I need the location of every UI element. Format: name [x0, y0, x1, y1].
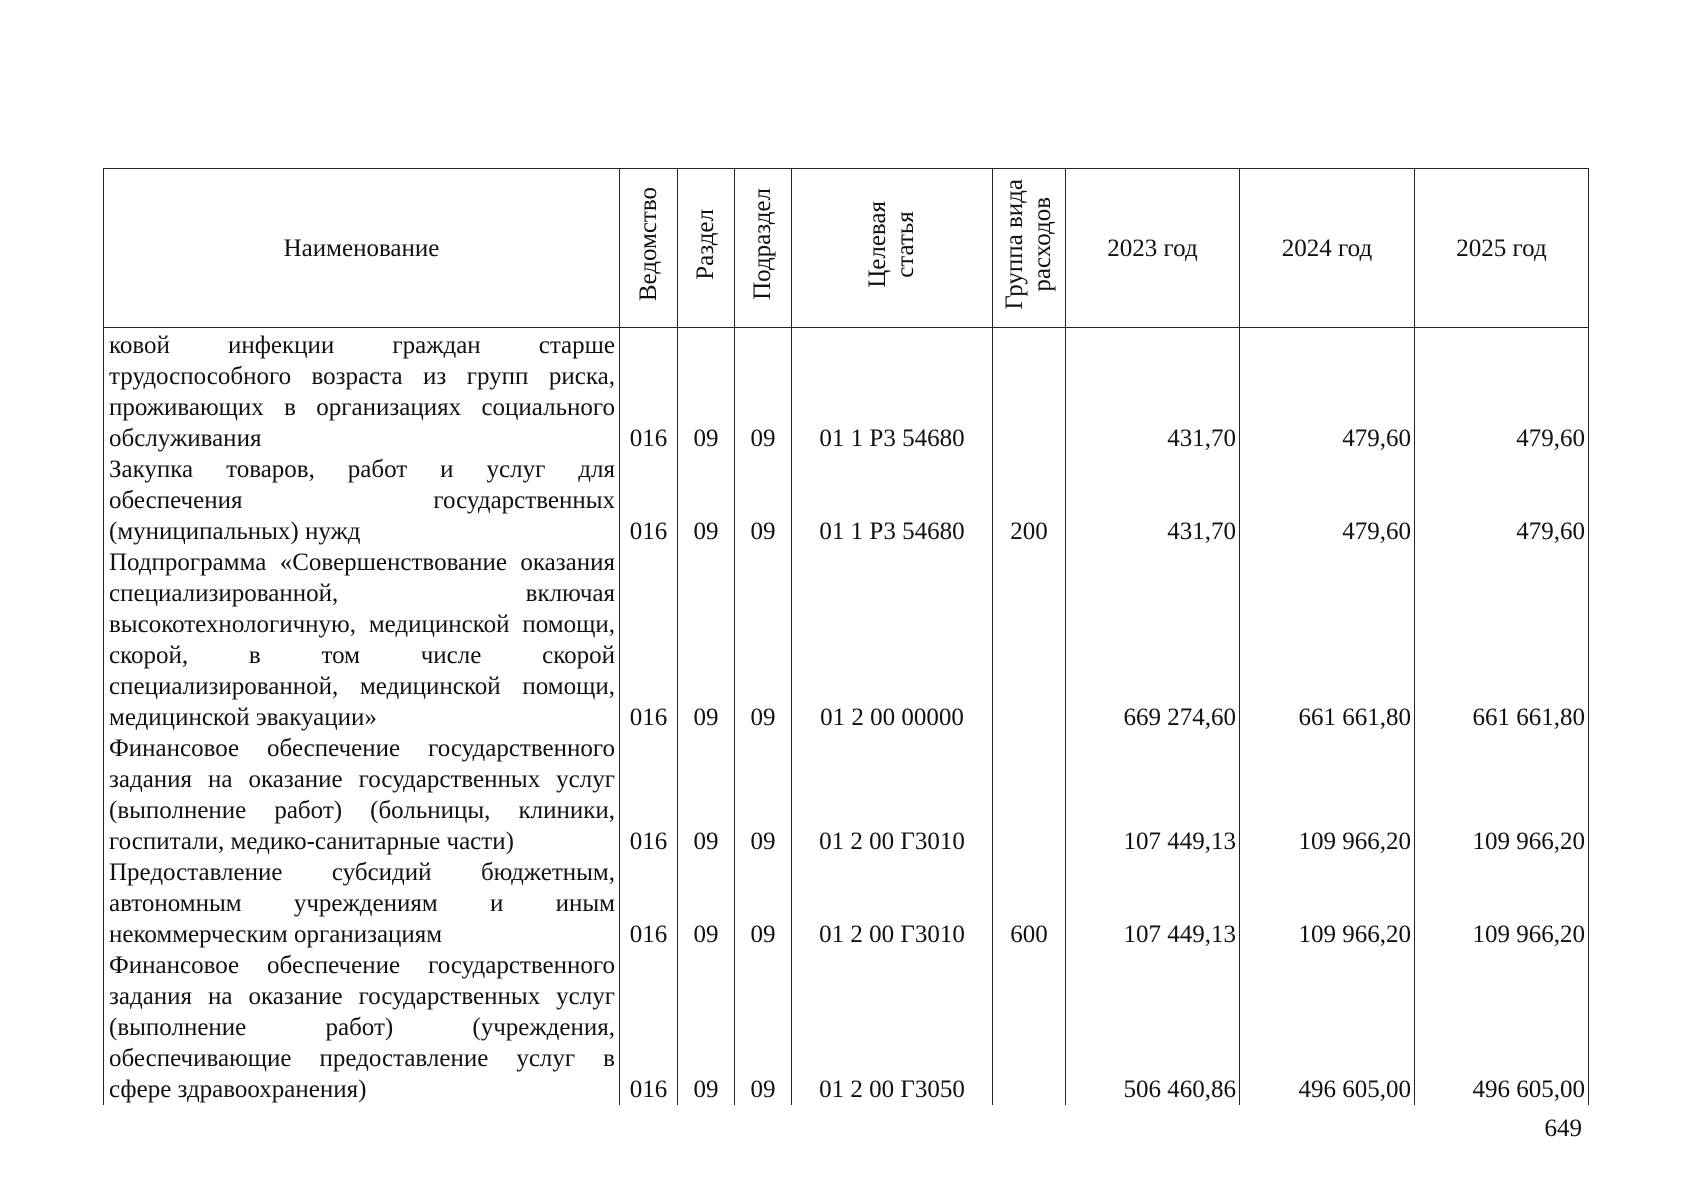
table-row — [104, 950, 1589, 1105]
header-2025 — [1415, 169, 1589, 328]
header-subsection — [735, 169, 792, 328]
row-expense-group — [993, 733, 1066, 857]
row-2025: 479,60 — [1415, 454, 1589, 547]
table-row — [104, 454, 1589, 547]
header-2025-label: 2025 год — [1456, 234, 1547, 262]
row-subsection: 09 — [735, 733, 792, 857]
row-expense-group: 600 — [993, 857, 1066, 950]
page-number: 649 — [1544, 1115, 1582, 1142]
row-target-article: 01 2 00 00000 — [792, 547, 993, 733]
row-2024: 479,60 — [1240, 454, 1415, 547]
row-2025: 109 966,20 — [1415, 733, 1589, 857]
row-2023: 506 460,86 — [1066, 950, 1240, 1105]
row-2025: 661 661,80 — [1415, 547, 1589, 733]
row-2024: 496 605,00 — [1240, 950, 1415, 1105]
row-2023: 431,70 — [1066, 328, 1240, 455]
row-section: 09 — [678, 454, 735, 547]
row-department: 016 — [620, 328, 678, 455]
table-row — [104, 328, 1589, 455]
row-subsection: 09 — [735, 857, 792, 950]
row-2025: 109 966,20 — [1415, 857, 1589, 950]
header-section-label: Раздел — [692, 208, 719, 280]
row-target-article: 01 2 00 Г3010 — [792, 733, 993, 857]
header-expense-group — [993, 169, 1066, 328]
row-name: Подпрограмма «Совершенствование оказания специализированной, включая высокотехнологичную, медицинской помощи, скорой, в том числе скорой специализированной, медицинской помощи, медицинской эвакуации» — [104, 547, 620, 733]
header-2024-label: 2024 год — [1281, 234, 1373, 262]
header-name — [104, 169, 620, 328]
row-expense-group — [993, 328, 1066, 455]
row-name: ковой инфекции граждан старше трудоспособного возраста из групп риска, проживающих в организациях социального обслуживания — [104, 328, 620, 455]
row-2024: 109 966,20 — [1240, 857, 1415, 950]
row-2025: 479,60 — [1415, 328, 1589, 455]
row-2023: 107 449,13 — [1066, 857, 1240, 950]
row-2023: 431,70 — [1066, 454, 1240, 547]
row-department: 016 — [620, 950, 678, 1105]
header-department — [620, 169, 678, 328]
header-target-article-label: Целевая статья — [864, 200, 919, 288]
table-row — [104, 857, 1589, 950]
header-department-label: Ведомство — [634, 186, 662, 302]
row-department: 016 — [620, 733, 678, 857]
row-target-article: 01 1 P3 54680 — [792, 328, 993, 455]
budget-table-sheet — [103, 168, 1588, 1105]
row-department: 016 — [620, 857, 678, 950]
row-section: 09 — [678, 733, 735, 857]
budget-table — [103, 168, 1589, 1105]
row-2024: 109 966,20 — [1240, 733, 1415, 857]
row-name: Финансовое обеспечение государственного задания на оказание государственных услуг (выполнение работ) (больницы, клиники, госпитали, медико-санитарные части) — [104, 733, 620, 857]
row-department: 016 — [620, 454, 678, 547]
header-2024 — [1240, 169, 1415, 328]
row-section: 09 — [678, 547, 735, 733]
header-2023-label: 2023 год — [1107, 234, 1198, 262]
row-section: 09 — [678, 328, 735, 455]
header-section — [678, 169, 735, 328]
row-name: Финансовое обеспечение государственного задания на оказание государственных услуг (выполнение работ) (учреждения, обеспечивающие предоставление услуг в сфере здравоохранения) — [104, 950, 620, 1105]
row-department: 016 — [620, 547, 678, 733]
row-expense-group: 200 — [993, 454, 1066, 547]
row-expense-group — [993, 950, 1066, 1105]
row-section: 09 — [678, 857, 735, 950]
row-target-article: 01 1 P3 54680 — [792, 454, 993, 547]
row-name: Предоставление субсидий бюджетным, автономным учреждениям и иным некоммерческим организациям — [104, 857, 620, 950]
row-target-article: 01 2 00 Г3010 — [792, 857, 993, 950]
row-name: Закупка товаров, работ и услуг для обеспечения государственных (муниципальных) нужд — [104, 454, 620, 547]
table-body — [104, 328, 1589, 1106]
header-target-article — [792, 169, 993, 328]
table-row — [104, 547, 1589, 733]
header-name-label: Наименование — [283, 234, 440, 262]
header-2023 — [1066, 169, 1240, 328]
row-2025: 496 605,00 — [1415, 950, 1589, 1105]
row-2024: 661 661,80 — [1240, 547, 1415, 733]
row-subsection: 09 — [735, 950, 792, 1105]
row-subsection: 09 — [735, 547, 792, 733]
table-header — [104, 169, 1589, 328]
row-2023: 669 274,60 — [1066, 547, 1240, 733]
row-section: 09 — [678, 950, 735, 1105]
row-expense-group — [993, 547, 1066, 733]
table-row — [104, 733, 1589, 857]
row-2023: 107 449,13 — [1066, 733, 1240, 857]
row-target-article: 01 2 00 Г3050 — [792, 950, 993, 1105]
header-expense-group-label: Группа вида расходов — [1001, 178, 1056, 310]
row-subsection: 09 — [735, 328, 792, 455]
row-subsection: 09 — [735, 454, 792, 547]
row-2024: 479,60 — [1240, 328, 1415, 455]
header-subsection-label: Подраздел — [749, 188, 776, 300]
